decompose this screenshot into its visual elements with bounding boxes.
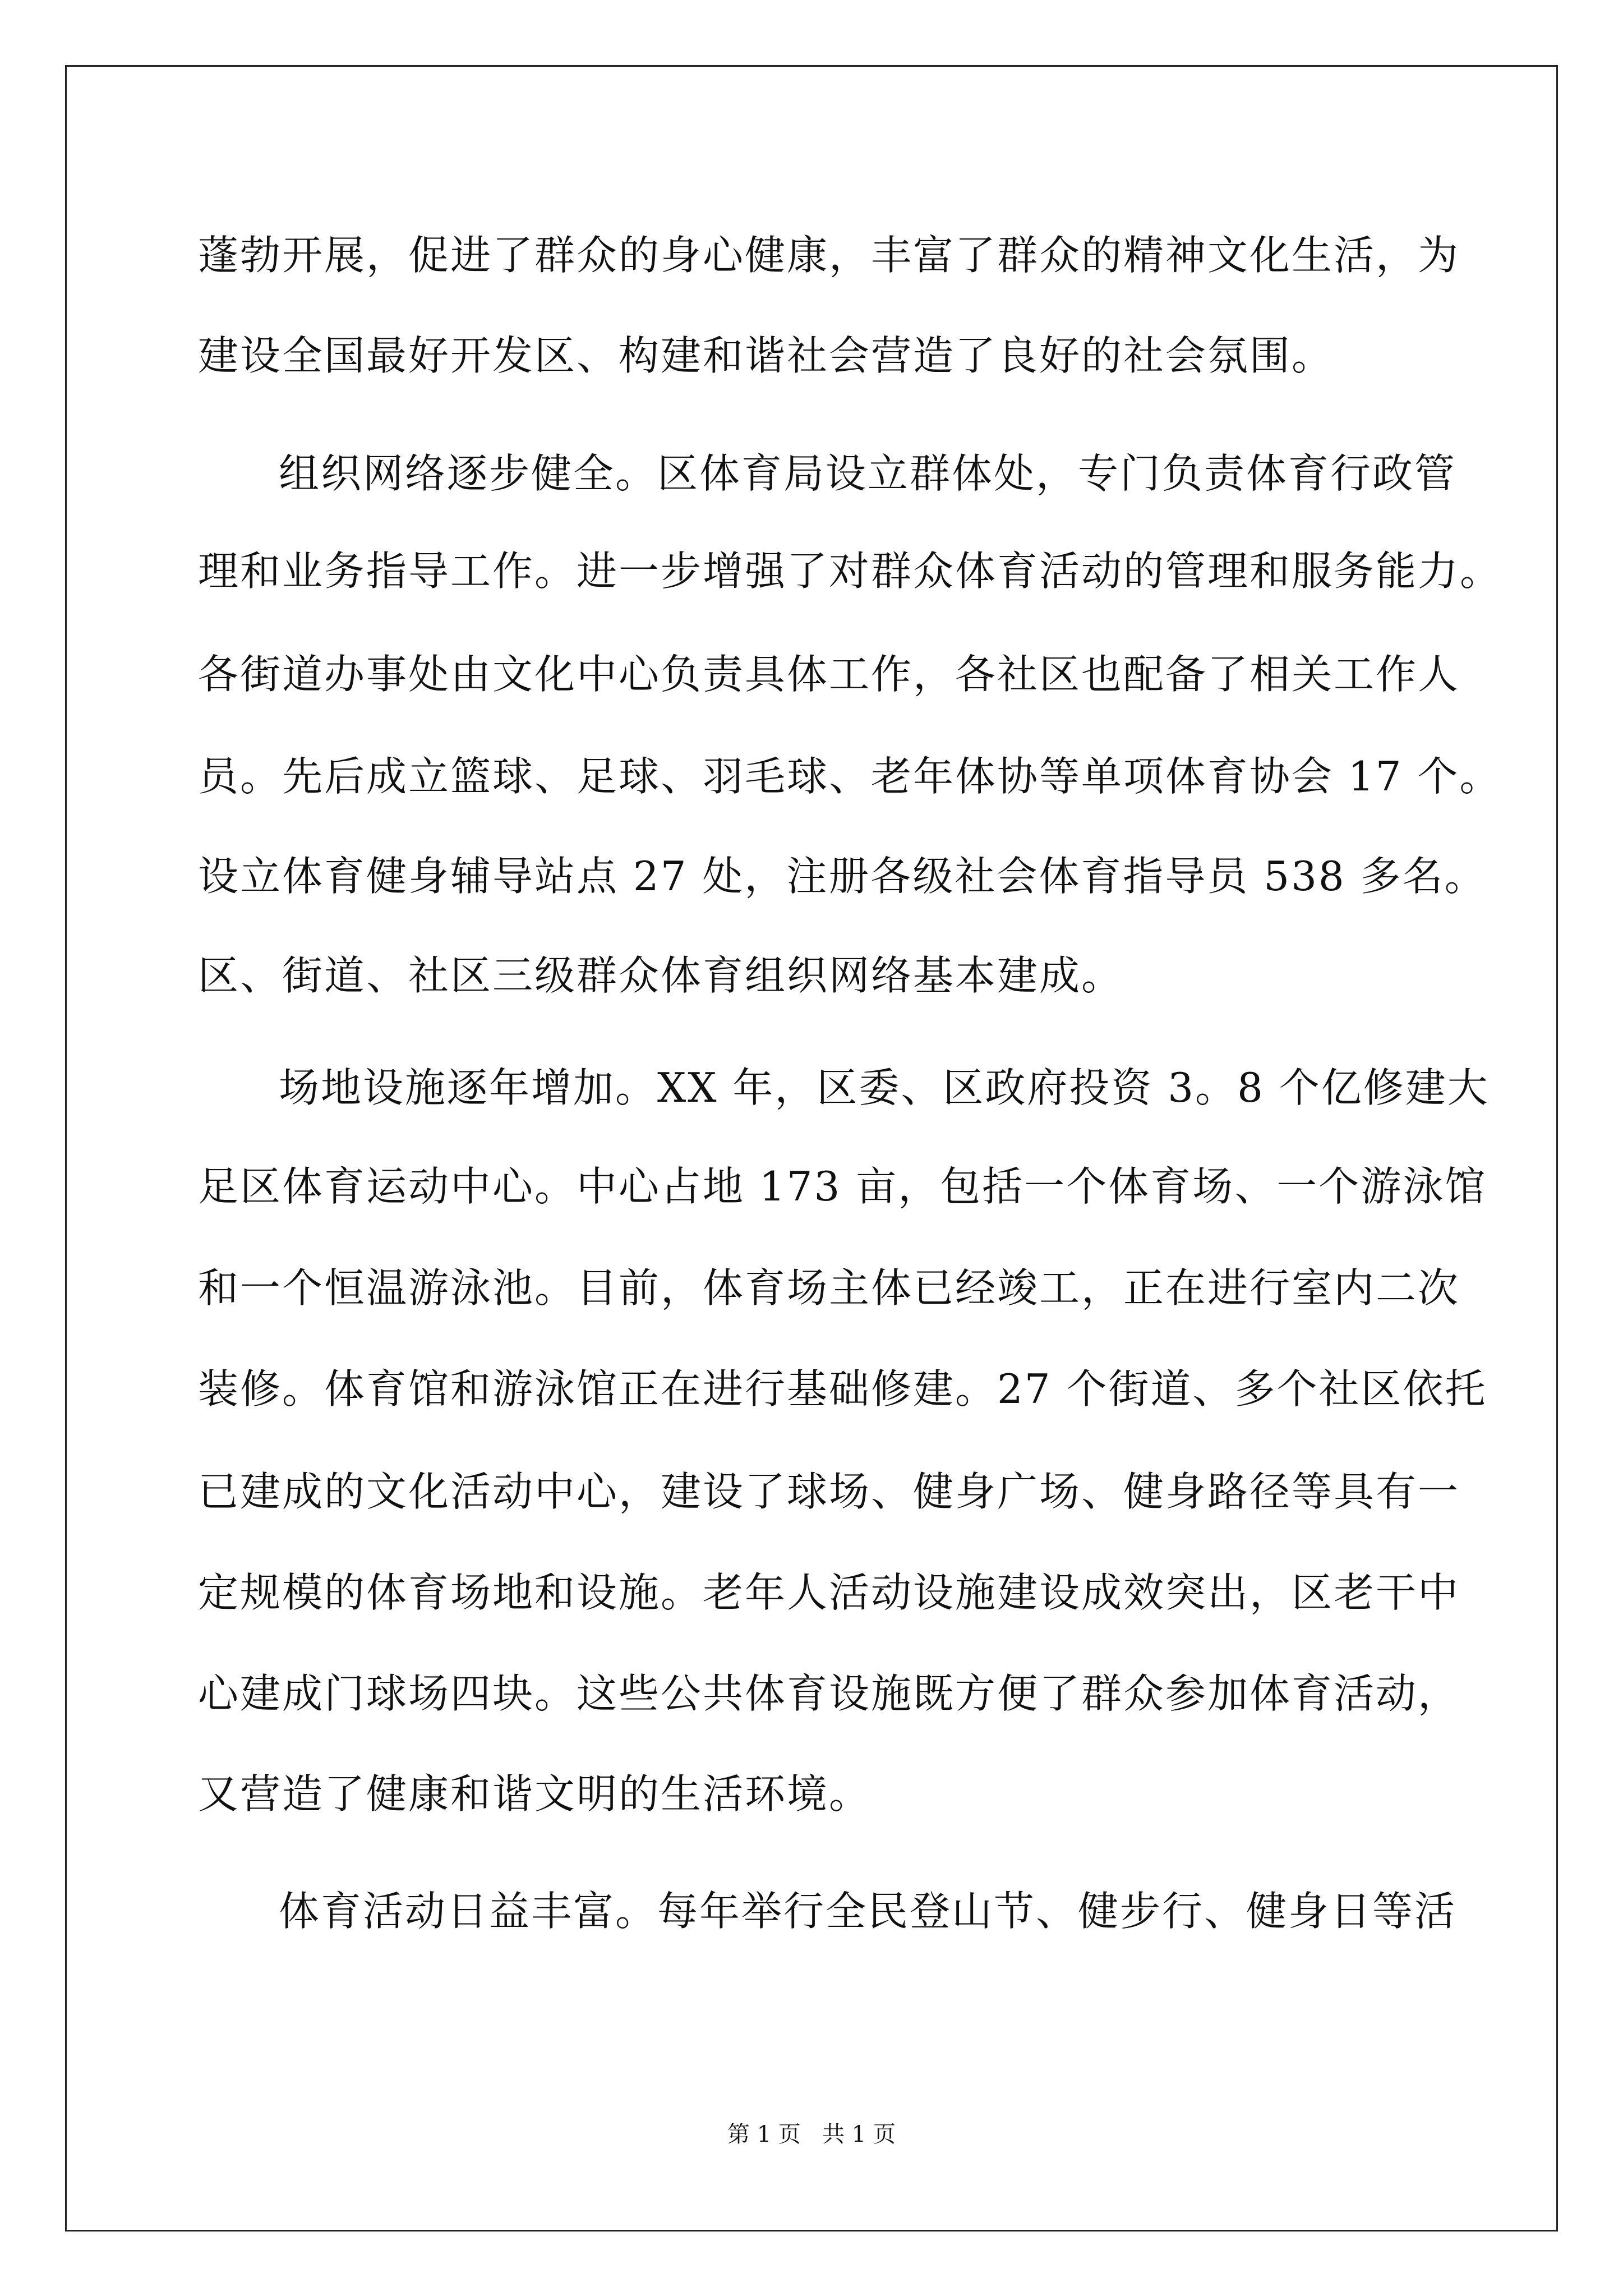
paragraph-start-line: 组织网络逐步健全。区体育局设立群体处，专门负责体育行政管 (279, 450, 1457, 497)
text-line: 建设全国最好开发区、构建和谐社会营造了良好的社会氛围。 (198, 332, 1334, 379)
text-line: 足区体育运动中心。中心占地 173 亩，包括一个体育场、一个游泳馆 (198, 1163, 1487, 1210)
text-line: 装修。体育馆和游泳馆正在进行基础修建。27 个街道、多个社区依托 (198, 1365, 1487, 1412)
paragraph-start-line: 体育活动日益丰富。每年举行全民登山节、健步行、健身日等活 (279, 1888, 1457, 1935)
text-line: 各街道办事处由文化中心负责具体工作，各社区也配备了相关工作人 (198, 651, 1460, 698)
paragraph-start-line: 场地设施逐年增加。XX 年，区委、区政府投资 3。8 个亿修建大 (279, 1064, 1490, 1111)
text-line: 又营造了健康和谐文明的生活环境。 (198, 1770, 872, 1818)
text-line: 设立体育健身辅导站点 27 处，注册各级社会体育指导员 538 多名。 (198, 853, 1487, 900)
text-line: 和一个恒温游泳池。目前，体育场主体已经竣工，正在进行室内二次 (198, 1264, 1460, 1312)
text-line: 定规模的体育场地和设施。老年人活动设施建设成效突出，区老干中 (198, 1569, 1460, 1616)
page-number-footer: 第 1 页 共 1 页 (727, 2122, 896, 2147)
text-line: 区、街道、社区三级群众体育组织网络基本建成。 (198, 952, 1124, 999)
text-line: 已建成的文化活动中心，建设了球场、健身广场、健身路径等具有一 (198, 1468, 1460, 1515)
text-line: 心建成门球场四块。这些公共体育设施既方便了群众参加体育活动， (198, 1670, 1460, 1717)
text-line: 蓬勃开展，促进了群众的身心健康，丰富了群众的精神文化生活，为 (198, 232, 1460, 279)
text-line: 理和业务指导工作。进一步增强了对群众体育活动的管理和服务能力。 (198, 547, 1502, 595)
text-line: 员。先后成立篮球、足球、羽毛球、老年体协等单项体育协会 17 个。 (198, 753, 1502, 800)
